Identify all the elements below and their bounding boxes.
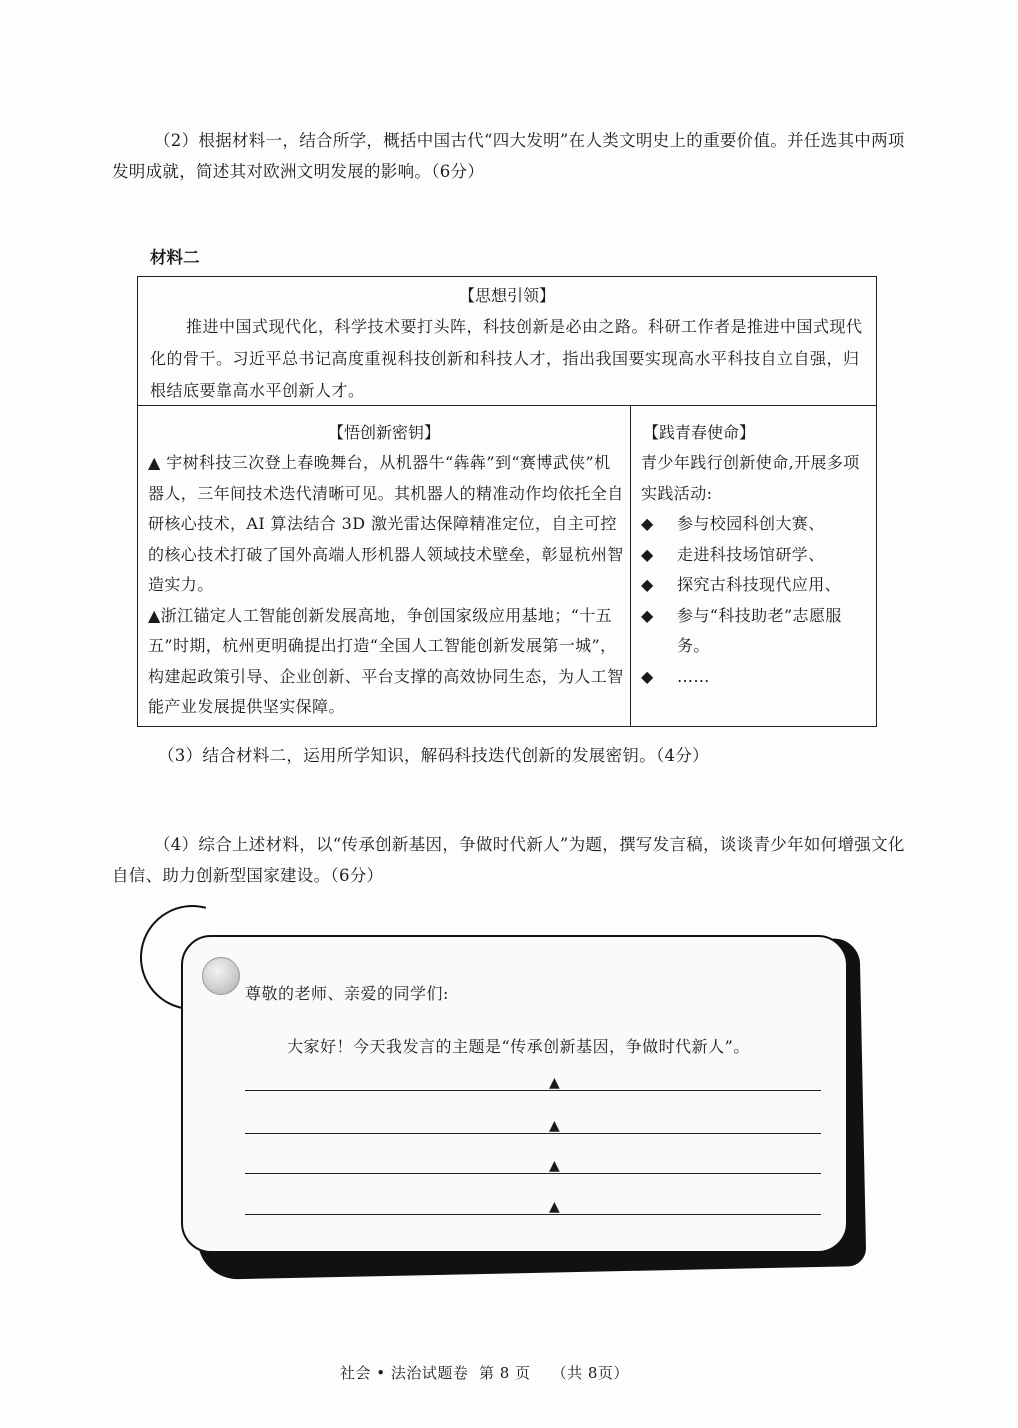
diamond-bullet-icon: ◆: [641, 666, 654, 686]
diamond-bullet-icon: ◆: [641, 514, 654, 533]
writing-line[interactable]: [245, 1214, 821, 1215]
speech-card: [140, 905, 870, 1285]
writing-line[interactable]: [245, 1173, 821, 1174]
thought-guidance-heading: 【思想引领】: [458, 286, 555, 305]
speech-opening: 大家好！今天我发言的主题是“传承创新基因，争做时代新人”。: [287, 1037, 750, 1056]
innovation-key-para-2: ▲浙江锚定人工智能创新发展高地，争创国家级应用基地；“十五五”时期，杭州更明确提出打造“全国人工智能创新发展第一城”，构建起政策引导、企业创新、平台支撑的高效协同生态，为人工智能产业发展提供坚实保障。: [148, 605, 624, 716]
list-item-text: ……: [677, 666, 710, 686]
question-4: （4）综合上述材料，以“传承创新基因，争做时代新人”为题，撰写发言稿，谈谈青少年如何增强文化自信、助力创新型国家建设。（6分）: [112, 835, 905, 885]
list-item-text: 参与校园科创大赛、: [677, 514, 825, 533]
question-2: （2）根据材料一，结合所学，概括中国古代“四大发明”在人类文明史上的重要价值。并任选其中两项发明成就，简述其对欧洲文明发展的影响。（6分）: [112, 131, 905, 181]
diamond-bullet-icon: ◆: [641, 544, 654, 564]
pin-icon: [202, 957, 240, 995]
footer-page: 第 8 页: [478, 1364, 531, 1382]
list-item: [641, 570, 870, 601]
list-item: [641, 601, 870, 662]
speech-greeting: 尊敬的老师、亲爱的同学们:: [245, 984, 449, 1003]
triangle-marker-icon: ▲: [549, 1199, 560, 1215]
list-item-text: 参与“科技助老”志愿服务。: [677, 605, 842, 655]
diamond-bullet-icon: ◆: [641, 575, 654, 594]
triangle-marker-icon: ▲: [549, 1075, 560, 1091]
youth-mission-heading: 【践青春使命】: [643, 423, 756, 442]
triangle-marker-icon: ▲: [549, 1118, 560, 1134]
list-item: [641, 662, 870, 693]
youth-mission-intro: 青少年践行创新使命,开展多项实践活动:: [641, 453, 860, 503]
footer-total: （共 8页）: [551, 1364, 629, 1382]
list-item: [641, 540, 870, 571]
footer-subject: 社会 • 法治试题卷: [340, 1364, 469, 1382]
speech-paper: [181, 935, 848, 1253]
youth-mission-section: [631, 406, 876, 726]
list-item: [641, 509, 870, 540]
innovation-key-heading: 【悟创新密钥】: [327, 423, 440, 442]
list-item-text: 探究古科技现代应用、: [677, 575, 842, 594]
thought-guidance-text: 推进中国式现代化，科学技术要打头阵，科技创新是必由之路。科研工作者是推进中国式现代化的骨干。习近平总书记高度重视科技创新和科技人才，指出我国要实现高水平科技自立自强，归根结底要靠高水平创新人才。: [150, 317, 863, 400]
thought-guidance-section: [138, 277, 876, 406]
list-item-text: 走进科技场馆研学、: [677, 544, 825, 564]
material-2-box: [137, 276, 877, 727]
diamond-bullet-icon: ◆: [641, 605, 654, 625]
triangle-marker-icon: ▲: [549, 1158, 560, 1174]
page-footer: [340, 1362, 629, 1383]
innovation-key-para-1: ▲ 宇树科技三次登上春晚舞台，从机器牛“犇犇”到“赛博武侠”机器人，三年间技术迭代清晰可见。其机器人的精准动作均依托全自研核心技术，AI 算法结合 3D 激光雷达保障精准定位，自主可控的核心技术打破了国外高端人形机器人领域技术壁垒，彰显杭州智造实力。: [148, 453, 624, 594]
material-2-title: 材料二: [150, 248, 200, 267]
writing-line[interactable]: [245, 1133, 821, 1134]
question-3: （3）结合材料二，运用所学知识，解码科技迭代创新的发展密钥。（4分）: [158, 746, 709, 765]
youth-mission-list: [631, 509, 876, 692]
innovation-key-section: [138, 406, 631, 726]
writing-line[interactable]: [245, 1090, 821, 1091]
